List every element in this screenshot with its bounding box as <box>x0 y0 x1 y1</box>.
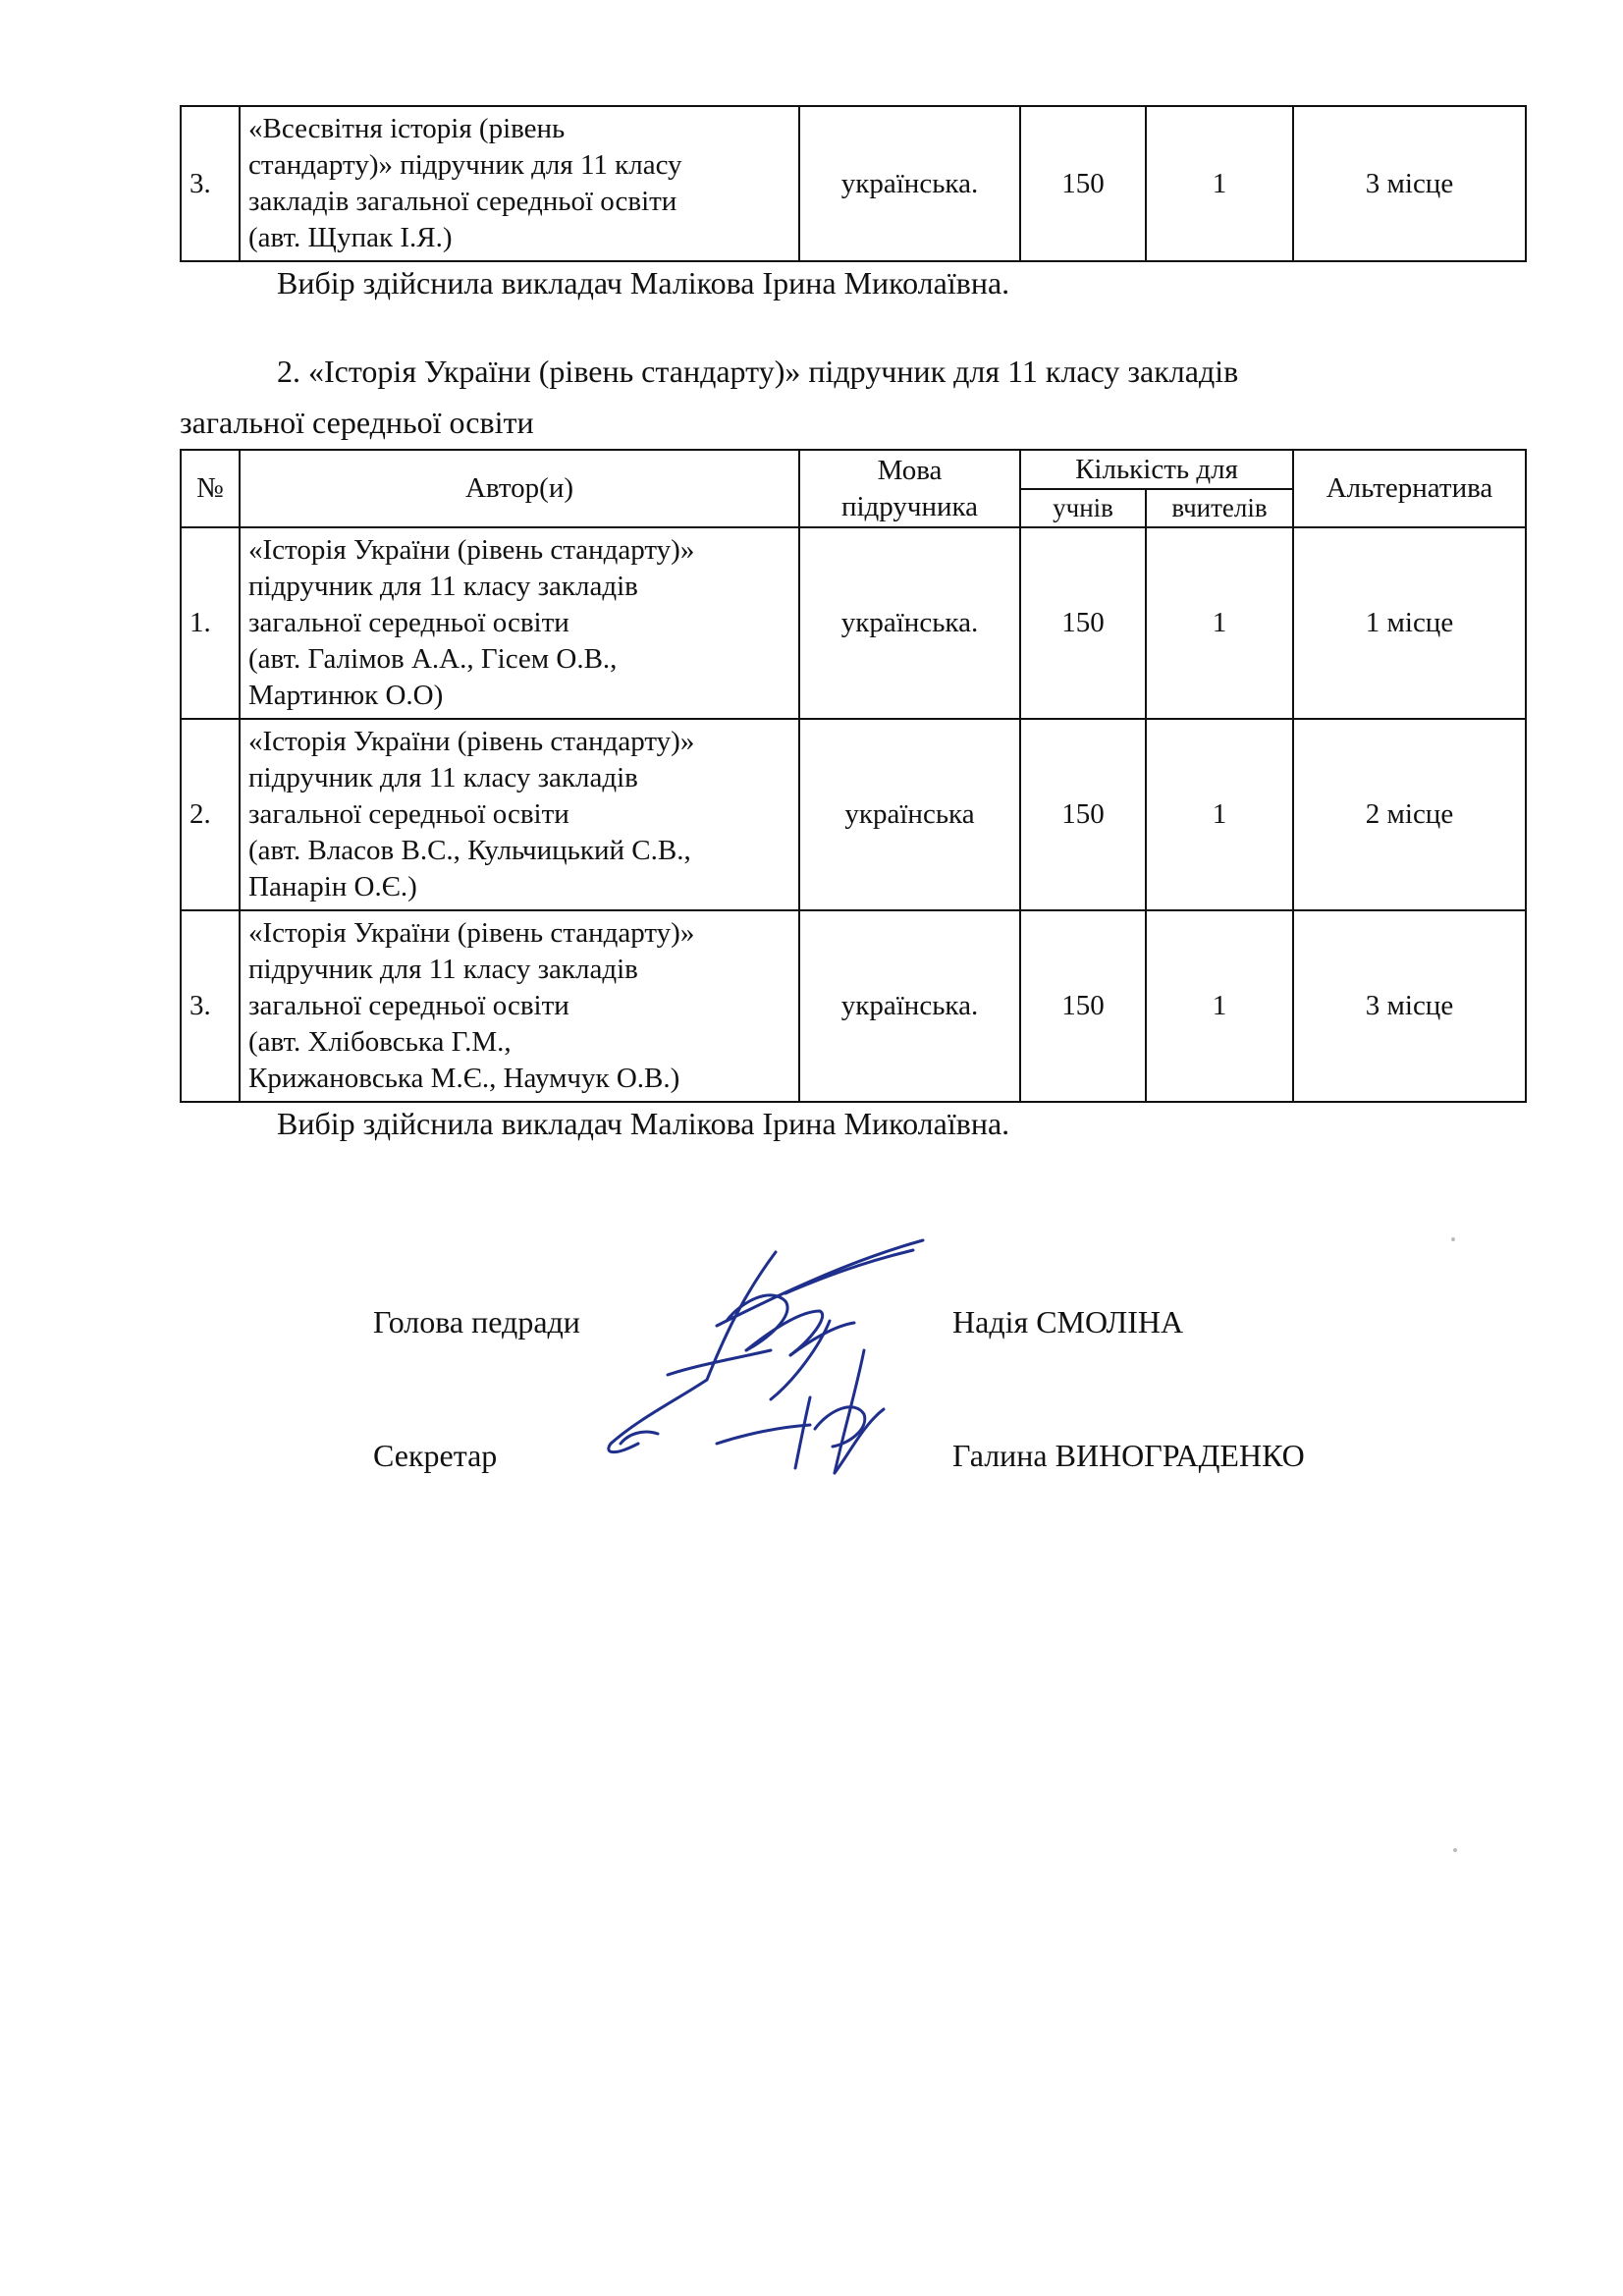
scan-speck <box>1453 1848 1457 1852</box>
author-line: «Всесвітня історія (рівень <box>248 113 566 144</box>
header-row <box>181 450 1526 489</box>
language-cell: українська. <box>799 910 1020 1102</box>
row-number: 3. <box>181 106 240 261</box>
choice-note: Вибір здійснила викладач Малікова Ірина Миколаївна. <box>277 265 1010 301</box>
table-history-of-ukraine <box>180 449 1527 1103</box>
author-line: «Історія України (рівень стандарту)» <box>248 534 695 566</box>
author-line: (авт. Щупак І.Я.) <box>248 222 453 253</box>
row-number: 2. <box>181 719 240 910</box>
author-line: «Історія України (рівень стандарту)» <box>248 726 695 757</box>
table-row <box>181 527 1526 719</box>
choice-note: Вибір здійснила викладач Малікова Ірина Миколаївна. <box>277 1106 1010 1141</box>
table-row <box>181 719 1526 910</box>
row-number: 3. <box>181 910 240 1102</box>
secretary-name: Галина ВИНОГРАДЕНКО <box>952 1438 1305 1473</box>
header-language <box>799 450 1020 527</box>
author-line: (авт. Власов В.С., Кульчицький С.В., <box>248 835 691 866</box>
section-heading-line: загальної середньої освіти <box>180 405 534 440</box>
table-world-history-continuation <box>180 105 1527 262</box>
author-line: підручник для 11 класу закладів <box>248 762 638 793</box>
header-language-line: підручника <box>840 490 979 522</box>
author-line: (авт. Галімов А.А., Гісем О.В., <box>248 643 618 675</box>
handwritten-signatures <box>599 1232 933 1478</box>
section-heading-line: 2. «Історія України (рівень стандарту)» підручник для 11 класу закладів <box>277 354 1239 389</box>
author-line: стандарту)» підручник для 11 класу <box>248 149 682 181</box>
header-language-line: Мова <box>877 454 943 486</box>
header-teachers: вчителів <box>1146 489 1293 527</box>
header-students: учнів <box>1020 489 1146 527</box>
alternative-cell: 3 місце <box>1293 910 1526 1102</box>
teachers-count-cell: 1 <box>1146 910 1293 1102</box>
scan-speck <box>1451 1237 1455 1241</box>
students-count-cell: 150 <box>1020 106 1146 261</box>
author-cell <box>240 106 799 261</box>
students-count-cell: 150 <box>1020 719 1146 910</box>
header-alternative: Альтернатива <box>1293 450 1526 527</box>
header-count-for: Кількість для <box>1020 450 1293 489</box>
teachers-count-cell: 1 <box>1146 106 1293 261</box>
author-line: загальної середньої освіти <box>248 990 569 1021</box>
author-line: загальної середньої освіти <box>248 798 569 830</box>
header-author: Автор(и) <box>240 450 799 527</box>
teachers-count-cell: 1 <box>1146 527 1293 719</box>
language-cell: українська. <box>799 527 1020 719</box>
alternative-cell: 1 місце <box>1293 527 1526 719</box>
author-line: підручник для 11 класу закладів <box>248 571 638 602</box>
language-cell: українська <box>799 719 1020 910</box>
author-cell <box>240 719 799 910</box>
secretary-title: Секретар <box>373 1438 498 1473</box>
author-line: Панарін О.Є.) <box>248 871 417 902</box>
author-line: Крижановська М.Є., Наумчук О.В.) <box>248 1063 680 1094</box>
alternative-cell: 2 місце <box>1293 719 1526 910</box>
alternative-cell: 3 місце <box>1293 106 1526 261</box>
row-number: 1. <box>181 527 240 719</box>
language-cell: українська. <box>799 106 1020 261</box>
author-line: (авт. Хлібовська Г.М., <box>248 1026 512 1058</box>
author-cell <box>240 910 799 1102</box>
author-line: закладів загальної середньої освіти <box>248 186 677 217</box>
students-count-cell: 150 <box>1020 910 1146 1102</box>
header-number: № <box>181 450 240 527</box>
table-row <box>181 106 1526 261</box>
chair-title: Голова педради <box>373 1304 580 1339</box>
students-count-cell: 150 <box>1020 527 1146 719</box>
chair-name: Надія СМОЛІНА <box>952 1304 1184 1339</box>
author-line: «Історія України (рівень стандарту)» <box>248 917 695 949</box>
author-line: загальної середньої освіти <box>248 607 569 638</box>
author-line: Мартинюк О.О) <box>248 680 444 711</box>
table-row <box>181 910 1526 1102</box>
author-cell <box>240 527 799 719</box>
teachers-count-cell: 1 <box>1146 719 1293 910</box>
author-line: підручник для 11 класу закладів <box>248 954 638 985</box>
